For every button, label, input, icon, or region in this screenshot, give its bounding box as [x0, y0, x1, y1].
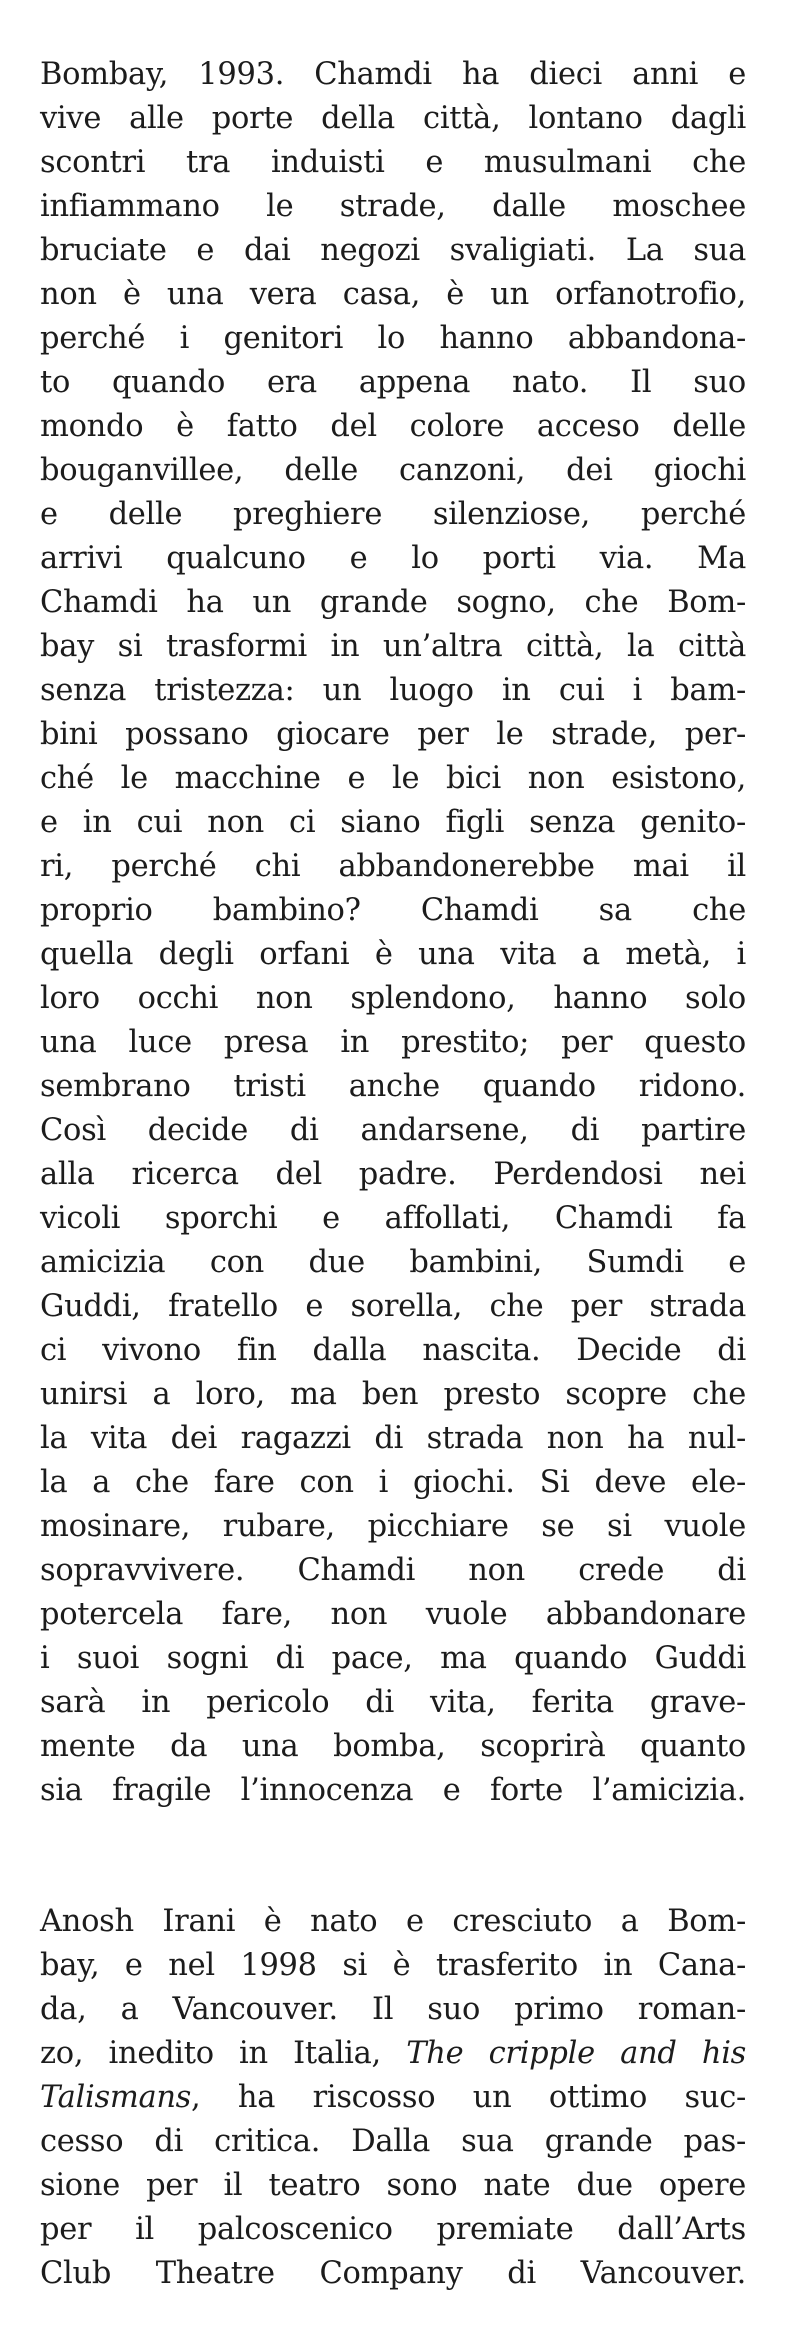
synopsis-line: Bombay, 1993. Chamdi ha dieci anni e	[40, 57, 746, 92]
synopsis-line: potercela fare, non vuole abbandonare	[40, 1597, 746, 1632]
bio-line	[40, 2032, 746, 2076]
synopsis-line: unirsi a loro, ma ben presto scopre che	[40, 1377, 746, 1412]
synopsis-line: sopravvivere. Chamdi non crede di	[40, 1553, 746, 1588]
synopsis-line: alla ricerca del padre. Perdendosi nei	[40, 1157, 746, 1192]
synopsis-line: bay si trasformi in un’altra città, la città	[40, 629, 746, 664]
synopsis-line: Chamdi ha un grande sogno, che Bom-	[40, 585, 746, 620]
synopsis-line: Così decide di andarsene, di partire	[40, 1113, 746, 1148]
bio-line: cesso di critica. Dalla sua grande pas-	[40, 2124, 746, 2159]
synopsis-line: vive alle porte della città, lontano dagli	[40, 101, 746, 136]
bio-line: Anosh Irani è nato e cresciuto a Bom-	[40, 1904, 746, 1939]
synopsis-line: la a che fare con i giochi. Si deve ele-	[40, 1465, 746, 1500]
synopsis-line: ri, perché chi abbandonerebbe mai il	[40, 849, 746, 884]
synopsis-line: e in cui non ci siano figli senza genito-	[40, 805, 746, 840]
synopsis-line: scontri tra induisti e musulmani che	[40, 145, 746, 180]
synopsis-line: loro occhi non splendono, hanno solo	[40, 981, 746, 1016]
synopsis-line: perché i genitori lo hanno abbandona-	[40, 321, 746, 356]
book-title-italic: Talismans	[40, 2080, 192, 2115]
bio-line-text: , ha riscosso un ottimo suc-	[191, 2080, 746, 2115]
bio-line: da, a Vancouver. Il suo primo roman-	[40, 1992, 746, 2027]
synopsis-line: Guddi, fratello e sorella, che per strada	[40, 1289, 746, 1324]
bio-line-text: zo, inedito in Italia,	[40, 2036, 407, 2071]
bio-line	[40, 2076, 746, 2120]
synopsis-line: una luce presa in prestito; per questo	[40, 1025, 746, 1060]
synopsis-line: mondo è fatto del colore acceso delle	[40, 409, 746, 444]
synopsis-line: la vita dei ragazzi di strada non ha nul-	[40, 1421, 746, 1456]
synopsis-line: infiammano le strade, dalle moschee	[40, 189, 746, 224]
bio-line: per il palcoscenico premiate dall’Arts	[40, 2212, 746, 2247]
synopsis-line: sia fragile l’innocenza e forte l’amicizia.	[40, 1773, 746, 1808]
synopsis-line: sembrano tristi anche quando ridono.	[40, 1069, 746, 1104]
synopsis-line: proprio bambino? Chamdi sa che	[40, 893, 746, 928]
book-title-italic: The cripple and his	[406, 2036, 746, 2071]
synopsis-line: to quando era appena nato. Il suo	[40, 365, 746, 400]
bio-line: bay, e nel 1998 si è trasferito in Cana-	[40, 1948, 746, 1983]
bio-line: Club Theatre Company di Vancouver.	[40, 2256, 746, 2291]
synopsis-line: quella degli orfani è una vita a metà, i	[40, 937, 746, 972]
synopsis-line: vicoli sporchi e affollati, Chamdi fa	[40, 1201, 746, 1236]
synopsis-line: mente da una bomba, scoprirà quanto	[40, 1729, 746, 1764]
synopsis-line: bruciate e dai negozi svaligiati. La sua	[40, 233, 746, 268]
synopsis-line: sarà in pericolo di vita, ferita grave-	[40, 1685, 746, 1720]
synopsis-line: ci vivono fin dalla nascita. Decide di	[40, 1333, 746, 1368]
synopsis-line: bini possano giocare per le strade, per-	[40, 717, 746, 752]
synopsis-line: amicizia con due bambini, Sumdi e	[40, 1245, 746, 1280]
synopsis-line: i suoi sogni di pace, ma quando Guddi	[40, 1641, 746, 1676]
synopsis-line: non è una vera casa, è un orfanotrofio,	[40, 277, 746, 312]
bio-line: sione per il teatro sono nate due opere	[40, 2168, 746, 2203]
synopsis-line: senza tristezza: un luogo in cui i bam-	[40, 673, 746, 708]
synopsis-line: mosinare, rubare, picchiare se si vuole	[40, 1509, 746, 1544]
synopsis-line: ché le macchine e le bici non esistono,	[40, 761, 746, 796]
synopsis-line: e delle preghiere silenziose, perché	[40, 497, 746, 532]
synopsis-line: arrivi qualcuno e lo porti via. Ma	[40, 541, 746, 576]
synopsis-line: bouganvillee, delle canzoni, dei giochi	[40, 453, 746, 488]
